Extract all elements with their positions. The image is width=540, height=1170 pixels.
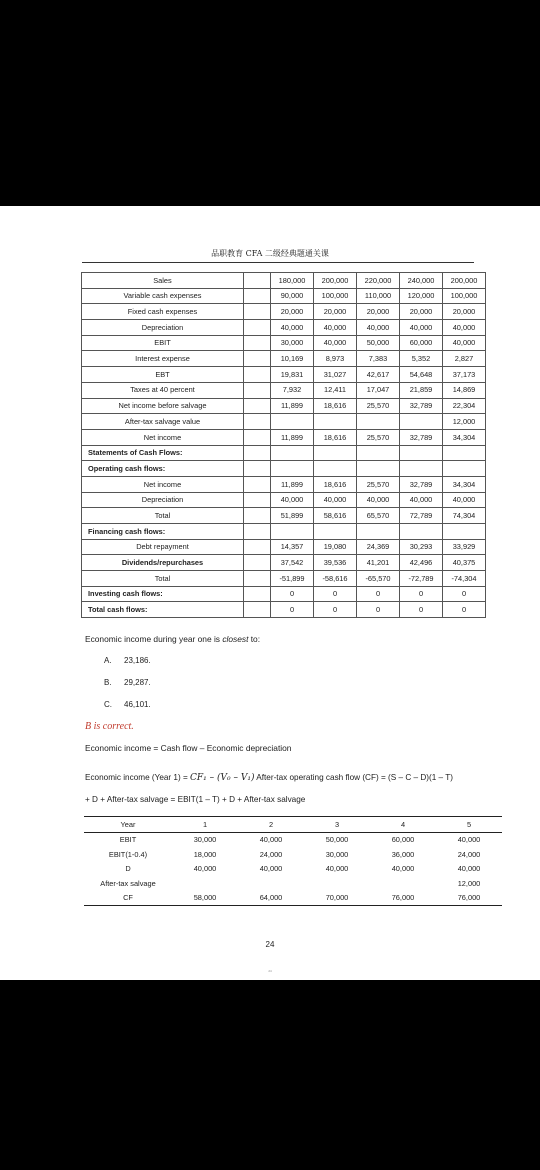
value-cell: 37,173 — [443, 367, 486, 383]
spacer-cell — [244, 524, 271, 540]
cf-row-label: EBIT(1-0.4) — [108, 849, 148, 859]
page-header: 品职教育 CFA 二级经典题通关课 — [211, 249, 329, 258]
value-cell: 60,000 — [400, 335, 443, 351]
financial-row — [82, 414, 486, 430]
value-cell: 11,899 — [271, 476, 314, 492]
value-cell: -74,304 — [443, 571, 486, 587]
value-cell: 0 — [357, 602, 400, 618]
value-cell: 200,000 — [443, 273, 486, 289]
row-label: Sales — [82, 273, 244, 289]
value-cell: 30,293 — [400, 539, 443, 555]
cf-row-label: CF — [84, 891, 172, 906]
spacer-cell — [244, 367, 271, 383]
option-a-text: 23,186. — [124, 656, 151, 665]
value-cell — [357, 461, 400, 477]
spacer-cell — [244, 492, 271, 508]
value-cell — [443, 524, 486, 540]
value-cell — [314, 524, 357, 540]
financial-row — [82, 476, 486, 492]
spacer-cell — [244, 398, 271, 414]
value-cell: 34,304 — [443, 476, 486, 492]
value-cell: 51,899 — [271, 508, 314, 524]
value-cell: 12,000 — [443, 414, 486, 430]
spacer-cell — [244, 320, 271, 336]
value-cell: 0 — [314, 602, 357, 618]
formula-math: CF₁ – (V₀ – V₁) — [190, 773, 255, 783]
cf-row — [84, 891, 502, 906]
financial-row — [82, 508, 486, 524]
option-b-letter: B. — [104, 678, 112, 687]
value-cell: 240,000 — [400, 273, 443, 289]
cf-row-label: After-tax salvage — [100, 878, 156, 888]
financial-row — [82, 461, 486, 477]
cf-row-label: EBIT — [119, 835, 137, 845]
spacer-cell — [244, 304, 271, 320]
row-label: EBIT — [82, 335, 244, 351]
row-label: Operating cash flows: — [82, 461, 244, 477]
cash-flow-table — [84, 816, 502, 906]
value-cell: 40,000 — [443, 320, 486, 336]
value-cell: 20,000 — [357, 304, 400, 320]
value-cell — [400, 445, 443, 461]
value-cell: 20,000 — [271, 304, 314, 320]
financial-row — [82, 602, 486, 618]
cf-header-row — [84, 817, 502, 833]
value-cell — [357, 445, 400, 461]
financial-row — [82, 273, 486, 289]
value-cell: 0 — [400, 586, 443, 602]
value-cell: 31,027 — [314, 367, 357, 383]
document-page — [0, 206, 540, 980]
value-cell: 0 — [271, 602, 314, 618]
cf-value-cell: 76,000 — [370, 891, 436, 906]
cf-value-cell: 60,000 — [391, 835, 415, 845]
cf-value-cell: 30,000 — [193, 835, 217, 845]
value-cell: 200,000 — [314, 273, 357, 289]
financial-row — [82, 429, 486, 445]
value-cell: 5,352 — [400, 351, 443, 367]
row-label: Variable cash expenses — [82, 288, 244, 304]
header-rule — [82, 262, 474, 263]
footer-mark: 24 — [268, 969, 272, 973]
cf-value-cell: 36,000 — [391, 849, 415, 859]
cf-header-cell: Year — [84, 817, 172, 833]
value-cell: 11,899 — [271, 429, 314, 445]
formula-suffix: After-tax operating cash flow (CF) = (S – C – D)(1 – T) — [254, 773, 453, 782]
value-cell — [271, 445, 314, 461]
cf-row — [84, 876, 502, 891]
cf-row — [84, 847, 502, 862]
cf-value-cell: 40,000 — [457, 864, 481, 874]
cf-value-cell: 30,000 — [325, 849, 349, 859]
spacer-cell — [244, 571, 271, 587]
spacer-cell — [244, 288, 271, 304]
cf-value-cell: 40,000 — [325, 864, 349, 874]
explanation-line-2 — [85, 773, 453, 783]
value-cell: 58,616 — [314, 508, 357, 524]
value-cell: 180,000 — [271, 273, 314, 289]
cf-header-cell: 3 — [304, 817, 370, 833]
value-cell: 0 — [314, 586, 357, 602]
cf-value-cell: 50,000 — [325, 835, 349, 845]
cf-value-cell: 24,000 — [457, 849, 481, 859]
row-label: Fixed cash expenses — [82, 304, 244, 320]
row-label: Total cash flows: — [82, 602, 244, 618]
financial-row — [82, 571, 486, 587]
cf-header-cell: 5 — [436, 817, 502, 833]
cf-value-cell: 40,000 — [457, 835, 481, 845]
cf-value-cell: 12,000 — [457, 878, 481, 888]
cf-header-cell: 1 — [172, 817, 238, 833]
question-stem — [85, 634, 260, 644]
explanation-line-3: + D + After-tax salvage = EBIT(1 – T) + D + After-tax salvage — [85, 795, 306, 804]
value-cell — [443, 461, 486, 477]
spacer-cell — [244, 586, 271, 602]
value-cell: 40,000 — [357, 492, 400, 508]
financial-row — [82, 555, 486, 571]
value-cell — [314, 461, 357, 477]
value-cell: 42,496 — [400, 555, 443, 571]
spacer-cell — [244, 476, 271, 492]
row-label: Financing cash flows: — [82, 524, 244, 540]
value-cell: -51,899 — [271, 571, 314, 587]
cf-value-cell: 76,000 — [436, 891, 502, 906]
value-cell: 18,616 — [314, 429, 357, 445]
value-cell: 20,000 — [314, 304, 357, 320]
row-label: EBT — [82, 367, 244, 383]
value-cell: 33,929 — [443, 539, 486, 555]
cf-value-cell — [370, 876, 436, 891]
row-label: After-tax salvage value — [82, 414, 244, 430]
value-cell: -58,616 — [314, 571, 357, 587]
value-cell: 72,789 — [400, 508, 443, 524]
financial-row — [82, 524, 486, 540]
value-cell: 40,000 — [443, 492, 486, 508]
option-a-letter: A. — [104, 656, 112, 665]
question-stem-text: Economic income during year one is — [85, 634, 223, 644]
answer-line: B is correct. — [85, 721, 134, 732]
value-cell: 19,080 — [314, 539, 357, 555]
cf-value-cell — [172, 876, 238, 891]
value-cell: 32,789 — [400, 476, 443, 492]
value-cell: 14,869 — [443, 382, 486, 398]
cf-value-cell: 40,000 — [259, 864, 283, 874]
value-cell — [314, 414, 357, 430]
row-label: Taxes at 40 percent — [82, 382, 244, 398]
cf-value-cell: 18,000 — [193, 849, 217, 859]
value-cell: 220,000 — [357, 273, 400, 289]
value-cell: 74,304 — [443, 508, 486, 524]
cf-value-cell: 24,000 — [259, 849, 283, 859]
value-cell — [271, 414, 314, 430]
value-cell: 10,169 — [271, 351, 314, 367]
question-stem-emphasis: closest — [222, 634, 249, 644]
option-b-text: 29,287. — [124, 678, 151, 687]
cf-value-cell — [304, 876, 370, 891]
row-label: Depreciation — [82, 320, 244, 336]
financial-row — [82, 335, 486, 351]
spacer-cell — [244, 335, 271, 351]
value-cell: 120,000 — [400, 288, 443, 304]
spacer-cell — [244, 445, 271, 461]
cf-header-cell: 4 — [370, 817, 436, 833]
spacer-cell — [244, 508, 271, 524]
spacer-cell — [244, 414, 271, 430]
spacer-cell — [244, 555, 271, 571]
financial-statements-table — [81, 272, 486, 618]
value-cell: 40,375 — [443, 555, 486, 571]
value-cell — [400, 414, 443, 430]
cf-value-cell — [238, 876, 304, 891]
value-cell — [314, 445, 357, 461]
explanation-line-1: Economic income = Cash flow – Economic depreciation — [85, 743, 292, 753]
value-cell: 42,617 — [357, 367, 400, 383]
value-cell: 24,369 — [357, 539, 400, 555]
financial-row — [82, 351, 486, 367]
option-c-text: 46,101. — [124, 700, 151, 709]
value-cell: 54,648 — [400, 367, 443, 383]
spacer-cell — [244, 429, 271, 445]
value-cell: 18,616 — [314, 476, 357, 492]
cf-value-cell: 40,000 — [391, 864, 415, 874]
value-cell: 18,616 — [314, 398, 357, 414]
value-cell: 40,000 — [271, 320, 314, 336]
financial-row — [82, 320, 486, 336]
row-label: Investing cash flows: — [82, 586, 244, 602]
value-cell: 40,000 — [271, 492, 314, 508]
value-cell: 20,000 — [443, 304, 486, 320]
row-label: Total — [82, 571, 244, 587]
row-label: Net income — [82, 429, 244, 445]
value-cell: 40,000 — [443, 335, 486, 351]
value-cell: 19,831 — [271, 367, 314, 383]
cf-value-cell: 70,000 — [304, 891, 370, 906]
value-cell: 12,411 — [314, 382, 357, 398]
value-cell: 25,570 — [357, 429, 400, 445]
row-label: Statements of Cash Flows: — [82, 445, 244, 461]
value-cell: -72,789 — [400, 571, 443, 587]
value-cell — [357, 524, 400, 540]
value-cell: 22,304 — [443, 398, 486, 414]
row-label: Debt repayment — [82, 539, 244, 555]
financial-row — [82, 398, 486, 414]
value-cell: 14,357 — [271, 539, 314, 555]
value-cell: 21,859 — [400, 382, 443, 398]
value-cell: 110,000 — [357, 288, 400, 304]
financial-row — [82, 586, 486, 602]
value-cell — [400, 461, 443, 477]
value-cell: 17,047 — [357, 382, 400, 398]
financial-row — [82, 445, 486, 461]
value-cell: 32,789 — [400, 398, 443, 414]
value-cell — [357, 414, 400, 430]
value-cell: 7,383 — [357, 351, 400, 367]
question-stem-suffix: to: — [248, 634, 261, 644]
value-cell: 100,000 — [443, 288, 486, 304]
value-cell: 40,000 — [357, 320, 400, 336]
value-cell: 100,000 — [314, 288, 357, 304]
row-label: Dividends/repurchases — [82, 555, 244, 571]
value-cell: 40,000 — [400, 492, 443, 508]
financial-row — [82, 382, 486, 398]
row-label: Total — [82, 508, 244, 524]
value-cell: 0 — [271, 586, 314, 602]
spacer-cell — [244, 382, 271, 398]
value-cell: 0 — [357, 586, 400, 602]
financial-row — [82, 304, 486, 320]
cf-value-cell: 40,000 — [259, 835, 283, 845]
value-cell: 0 — [400, 602, 443, 618]
value-cell: 40,000 — [314, 320, 357, 336]
spacer-cell — [244, 273, 271, 289]
spacer-cell — [244, 351, 271, 367]
option-c-letter: C. — [104, 700, 112, 709]
spacer-cell — [244, 602, 271, 618]
value-cell — [400, 524, 443, 540]
cf-row — [84, 862, 502, 877]
value-cell: 7,932 — [271, 382, 314, 398]
cf-value-cell: 64,000 — [238, 891, 304, 906]
cf-header-cell: 2 — [238, 817, 304, 833]
value-cell — [271, 461, 314, 477]
value-cell: 20,000 — [400, 304, 443, 320]
cf-value-cell: 58,000 — [172, 891, 238, 906]
value-cell: 40,000 — [314, 335, 357, 351]
value-cell: 11,899 — [271, 398, 314, 414]
spacer-cell — [244, 461, 271, 477]
cf-value-cell: 40,000 — [193, 864, 217, 874]
value-cell: 50,000 — [357, 335, 400, 351]
value-cell — [443, 445, 486, 461]
spacer-cell — [244, 539, 271, 555]
value-cell: 25,570 — [357, 398, 400, 414]
value-cell: 32,789 — [400, 429, 443, 445]
financial-row — [82, 367, 486, 383]
value-cell: 90,000 — [271, 288, 314, 304]
value-cell: 0 — [443, 602, 486, 618]
value-cell: 2,827 — [443, 351, 486, 367]
value-cell: 8,973 — [314, 351, 357, 367]
value-cell: 25,570 — [357, 476, 400, 492]
financial-row — [82, 539, 486, 555]
value-cell: -65,570 — [357, 571, 400, 587]
value-cell — [271, 524, 314, 540]
row-label: Depreciation — [82, 492, 244, 508]
row-label: Interest expense — [82, 351, 244, 367]
formula-prefix: Economic income (Year 1) = — [85, 773, 191, 782]
value-cell: 41,201 — [357, 555, 400, 571]
cf-row-label: D — [125, 864, 131, 874]
value-cell: 40,000 — [400, 320, 443, 336]
value-cell: 40,000 — [314, 492, 357, 508]
value-cell: 39,536 — [314, 555, 357, 571]
value-cell: 37,542 — [271, 555, 314, 571]
financial-row — [82, 288, 486, 304]
value-cell: 65,570 — [357, 508, 400, 524]
row-label: Net income — [82, 476, 244, 492]
cf-row — [84, 832, 502, 847]
financial-row — [82, 492, 486, 508]
value-cell: 30,000 — [271, 335, 314, 351]
value-cell: 0 — [443, 586, 486, 602]
row-label: Net income before salvage — [82, 398, 244, 414]
value-cell: 34,304 — [443, 429, 486, 445]
page-number: 24 — [265, 940, 275, 949]
